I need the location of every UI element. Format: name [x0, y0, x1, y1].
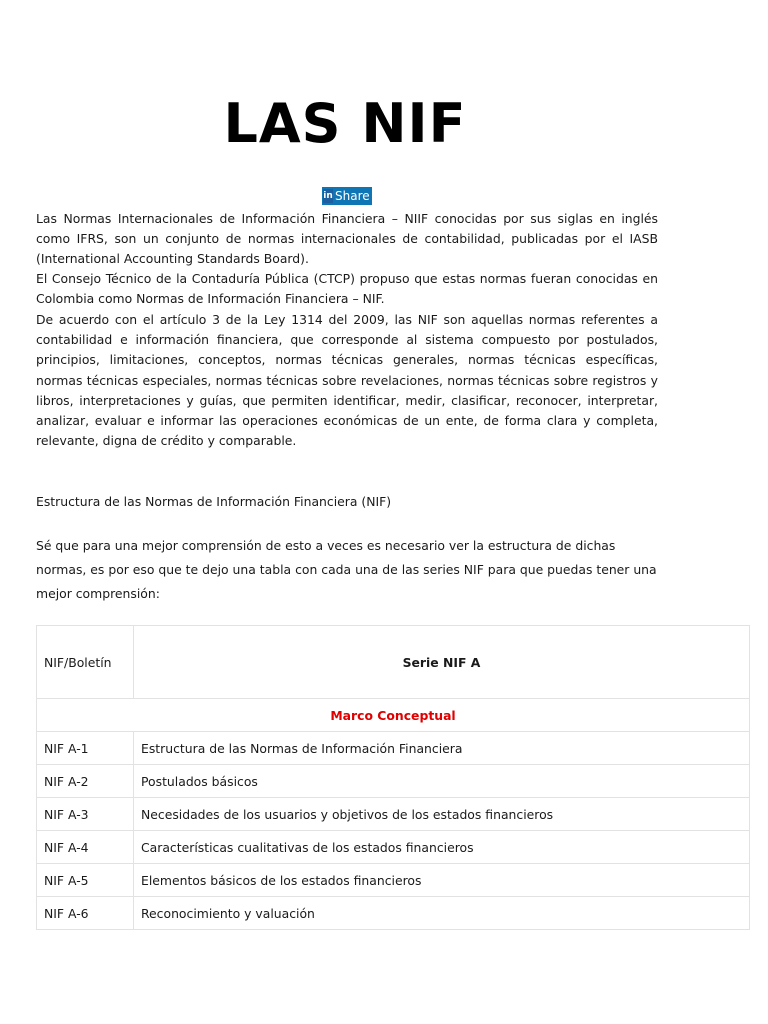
row-description: Características cualitativas de los estados financieros	[134, 831, 750, 864]
share-label: Share	[335, 189, 370, 203]
paragraph-ctcp: El Consejo Técnico de la Contaduría Pública (CTCP) propuso que estas normas fueran conocidas en Colombia como Normas de Información Financiera – NIF.	[36, 271, 658, 307]
section-label: Marco Conceptual	[37, 699, 750, 732]
row-code: NIF A-4	[37, 831, 134, 864]
linkedin-in-icon: in	[323, 191, 333, 201]
serie-header: Serie NIF A	[134, 626, 750, 699]
paragraph-intro: Las Normas Internacionales de Información Financiera – NIIF conocidas por sus siglas en inglés como IFRS, son un conjunto de normas internacionales de contabilidad, publicadas por el IASB (International Accounting Standards Board).	[36, 211, 658, 267]
col-header-nif-boletin: NIF/Boletín	[37, 626, 134, 699]
table-row	[37, 732, 750, 765]
table-row	[37, 897, 750, 930]
row-description: Postulados básicos	[134, 765, 750, 798]
paragraph-estructura: Estructura de las Normas de Información Financiera (NIF)	[36, 494, 392, 509]
page-title: LAS NIF	[223, 92, 467, 155]
row-description: Estructura de las Normas de Información Financiera	[134, 732, 750, 765]
table-row	[37, 765, 750, 798]
paragraph-explanation: Sé que para una mejor comprensión de esto a veces es necesario ver la estructura de dichas normas, es por eso que te dejo una tabla con cada una de las series NIF para que puedas tener una mejor comprensión:	[36, 538, 657, 601]
table-row	[37, 864, 750, 897]
nif-table	[36, 625, 750, 930]
row-description: Elementos básicos de los estados financieros	[134, 864, 750, 897]
row-description: Necesidades de los usuarios y objetivos de los estados financieros	[134, 798, 750, 831]
linkedin-share-button[interactable]	[322, 187, 372, 205]
row-code: NIF A-3	[37, 798, 134, 831]
row-code: NIF A-5	[37, 864, 134, 897]
section-row	[37, 699, 750, 732]
row-code: NIF A-6	[37, 897, 134, 930]
row-code: NIF A-1	[37, 732, 134, 765]
table-row	[37, 798, 750, 831]
row-description: Reconocimiento y valuación	[134, 897, 750, 930]
paragraph-ley: De acuerdo con el artículo 3 de la Ley 1314 del 2009, las NIF son aquellas normas referentes a contabilidad e información financiera, que corresponde al sistema compuesto por postulados, principios, limitaciones, conceptos, normas técnicas generales, normas técnicas específicas, normas técnicas especiales, normas técnicas sobre revelaciones, normas técnicas sobre registros y libros, interpretaciones y guías, que permiten identificar, medir, clasificar, reconocer, interpretar, analizar, evaluar e informar las operaciones económicas de un ente, de forma clara y completa, relevante, digna de crédito y comparable.	[36, 312, 658, 449]
table-header-row	[37, 626, 750, 699]
row-code: NIF A-2	[37, 765, 134, 798]
table-row	[37, 831, 750, 864]
